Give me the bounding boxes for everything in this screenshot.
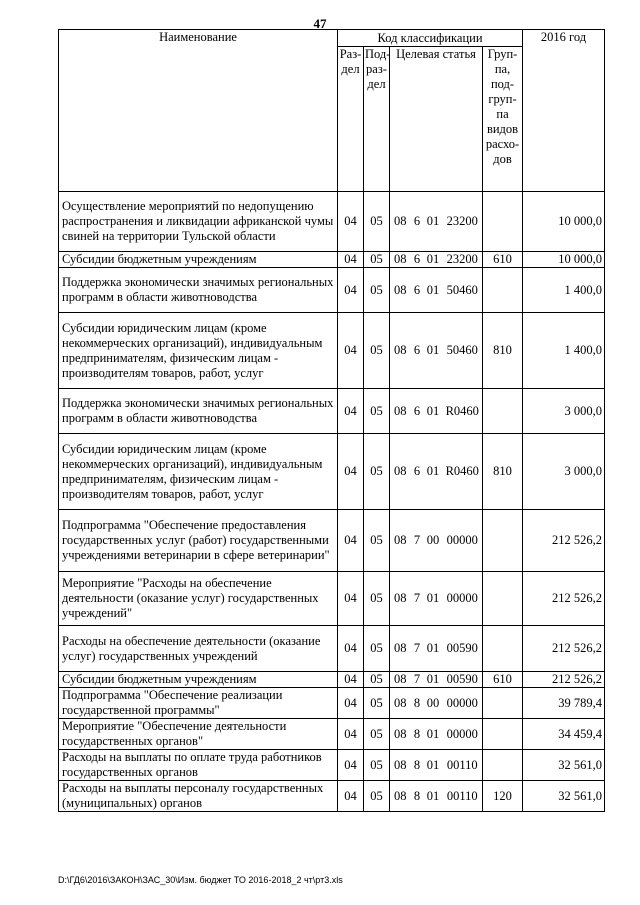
row-podrazdel: 05 [364, 688, 390, 719]
header-razdel: Раз-дел [338, 47, 364, 192]
row-amount: 212 526,2 [523, 672, 605, 688]
row-target-program: 08 [390, 750, 411, 781]
row-target-event: 01 [424, 672, 443, 688]
row-target-subprogram: 8 [411, 719, 424, 750]
row-amount: 212 526,2 [523, 510, 605, 572]
row-amount: 1 400,0 [523, 313, 605, 389]
row-target-subprogram: 7 [411, 510, 424, 572]
table-row [59, 719, 605, 750]
row-podrazdel: 05 [364, 572, 390, 626]
row-expense-group [483, 510, 523, 572]
row-target-event: 00 [424, 688, 443, 719]
row-target-event: 01 [424, 781, 443, 812]
row-target-program: 08 [390, 781, 411, 812]
row-target-event: 01 [424, 192, 443, 252]
header-name: Наименование [59, 30, 338, 192]
row-target-event: 01 [424, 434, 443, 510]
row-podrazdel: 05 [364, 510, 390, 572]
row-target-subprogram: 6 [411, 192, 424, 252]
row-amount: 1 400,0 [523, 268, 605, 313]
header-classification: Код классификации [338, 30, 523, 47]
row-name: Поддержка экономически значимых региональных программ в области животноводства [59, 389, 338, 434]
row-target-event: 01 [424, 252, 443, 268]
row-target-direction: 00590 [443, 626, 483, 672]
header-podrazdel: Под-раз-дел [364, 47, 390, 192]
row-razdel: 04 [338, 389, 364, 434]
row-target-direction: 00110 [443, 781, 483, 812]
row-name: Подпрограмма "Обеспечение реализации государственной программы" [59, 688, 338, 719]
table-row [59, 434, 605, 510]
row-target-subprogram: 6 [411, 252, 424, 268]
row-target-program: 08 [390, 626, 411, 672]
row-razdel: 04 [338, 750, 364, 781]
row-target-direction: 00000 [443, 688, 483, 719]
row-razdel: 04 [338, 572, 364, 626]
row-razdel: 04 [338, 626, 364, 672]
row-target-program: 08 [390, 572, 411, 626]
row-expense-group [483, 192, 523, 252]
row-amount: 39 789,4 [523, 688, 605, 719]
header-group: Груп-па, под-груп-па видов расхо-дов [483, 47, 523, 192]
row-target-event: 01 [424, 268, 443, 313]
row-razdel: 04 [338, 192, 364, 252]
row-target-program: 08 [390, 389, 411, 434]
row-podrazdel: 05 [364, 672, 390, 688]
row-target-subprogram: 8 [411, 688, 424, 719]
table-row [59, 688, 605, 719]
row-target-program: 08 [390, 719, 411, 750]
row-razdel: 04 [338, 268, 364, 313]
row-target-subprogram: 6 [411, 313, 424, 389]
row-target-event: 01 [424, 750, 443, 781]
row-expense-group [483, 626, 523, 672]
row-target-subprogram: 6 [411, 389, 424, 434]
table-row [59, 781, 605, 812]
row-target-subprogram: 6 [411, 268, 424, 313]
table-row [59, 672, 605, 688]
table-row [59, 626, 605, 672]
row-target-subprogram: 7 [411, 626, 424, 672]
row-podrazdel: 05 [364, 389, 390, 434]
row-expense-group [483, 268, 523, 313]
row-podrazdel: 05 [364, 781, 390, 812]
row-target-direction: 00110 [443, 750, 483, 781]
row-target-program: 08 [390, 688, 411, 719]
row-name: Субсидии юридическим лицам (кроме некоммерческих организаций), индивидуальным предпринимателям, физическим лицам - производителям товаров, работ, услуг [59, 434, 338, 510]
table-row [59, 389, 605, 434]
footer-file-path: D:\ГД6\2016\ЗАКОН\ЗАС_30\Изм. бюджет ТО 2016-2018_2 чт\рт3.xls [58, 875, 343, 885]
row-expense-group [483, 750, 523, 781]
row-target-subprogram: 6 [411, 434, 424, 510]
row-target-direction: R0460 [443, 434, 483, 510]
row-target-subprogram: 7 [411, 572, 424, 626]
row-expense-group: 810 [483, 434, 523, 510]
row-expense-group [483, 572, 523, 626]
row-name: Субсидии юридическим лицам (кроме некоммерческих организаций), индивидуальным предпринимателям, физическим лицам - производителям товаров, работ, услуг [59, 313, 338, 389]
row-razdel: 04 [338, 252, 364, 268]
row-amount: 212 526,2 [523, 572, 605, 626]
row-expense-group [483, 389, 523, 434]
row-name: Расходы на выплаты персоналу государственных (муниципальных) органов [59, 781, 338, 812]
row-razdel: 04 [338, 510, 364, 572]
row-name: Субсидии бюджетным учреждениям [59, 252, 338, 268]
row-target-program: 08 [390, 192, 411, 252]
row-amount: 10 000,0 [523, 192, 605, 252]
row-target-direction: 00000 [443, 510, 483, 572]
row-target-event: 01 [424, 572, 443, 626]
header-target: Целевая статья [390, 47, 483, 192]
row-name: Субсидии бюджетным учреждениям [59, 672, 338, 688]
row-amount: 3 000,0 [523, 389, 605, 434]
row-target-direction: 50460 [443, 313, 483, 389]
row-expense-group: 610 [483, 672, 523, 688]
row-podrazdel: 05 [364, 192, 390, 252]
row-target-direction: 00000 [443, 719, 483, 750]
row-podrazdel: 05 [364, 252, 390, 268]
row-podrazdel: 05 [364, 313, 390, 389]
row-target-direction: 00000 [443, 572, 483, 626]
row-target-direction: 50460 [443, 268, 483, 313]
row-razdel: 04 [338, 781, 364, 812]
row-target-event: 01 [424, 389, 443, 434]
row-podrazdel: 05 [364, 434, 390, 510]
row-target-program: 08 [390, 434, 411, 510]
row-razdel: 04 [338, 688, 364, 719]
row-name: Мероприятие "Расходы на обеспечение деятельности (оказание услуг) государственных учреждений" [59, 572, 338, 626]
row-target-direction: R0460 [443, 389, 483, 434]
table-row [59, 572, 605, 626]
row-name: Мероприятие "Обеспечение деятельности государственных органов" [59, 719, 338, 750]
row-target-program: 08 [390, 672, 411, 688]
row-target-direction: 23200 [443, 252, 483, 268]
row-name: Поддержка экономически значимых региональных программ в области животноводства [59, 268, 338, 313]
budget-table [58, 29, 605, 812]
row-amount: 10 000,0 [523, 252, 605, 268]
table-row [59, 750, 605, 781]
row-podrazdel: 05 [364, 268, 390, 313]
row-target-event: 01 [424, 719, 443, 750]
row-target-subprogram: 8 [411, 781, 424, 812]
row-amount: 32 561,0 [523, 750, 605, 781]
row-name: Расходы на обеспечение деятельности (оказание услуг) государственных учреждений [59, 626, 338, 672]
row-name: Осуществление мероприятий по недопущению распространения и ликвидации африканской чумы свиней на территории Тульской области [59, 192, 338, 252]
page-number: 47 [313, 16, 327, 31]
row-expense-group [483, 688, 523, 719]
table-row [59, 268, 605, 313]
row-target-event: 01 [424, 313, 443, 389]
row-podrazdel: 05 [364, 719, 390, 750]
row-podrazdel: 05 [364, 626, 390, 672]
row-expense-group [483, 719, 523, 750]
row-amount: 3 000,0 [523, 434, 605, 510]
table-row [59, 252, 605, 268]
row-podrazdel: 05 [364, 750, 390, 781]
row-name: Подпрограмма "Обеспечение предоставления государственных услуг (работ) государственными учреждениями ветеринарии в сфере ветеринарии" [59, 510, 338, 572]
row-expense-group: 120 [483, 781, 523, 812]
row-razdel: 04 [338, 719, 364, 750]
table-row [59, 313, 605, 389]
row-target-event: 01 [424, 626, 443, 672]
row-target-program: 08 [390, 313, 411, 389]
header-year: 2016 год [523, 30, 605, 192]
row-target-program: 08 [390, 510, 411, 572]
row-target-program: 08 [390, 268, 411, 313]
table-row [59, 510, 605, 572]
row-amount: 32 561,0 [523, 781, 605, 812]
row-expense-group: 610 [483, 252, 523, 268]
row-target-subprogram: 7 [411, 672, 424, 688]
row-amount: 212 526,2 [523, 626, 605, 672]
row-target-direction: 23200 [443, 192, 483, 252]
row-target-direction: 00590 [443, 672, 483, 688]
row-razdel: 04 [338, 313, 364, 389]
row-amount: 34 459,4 [523, 719, 605, 750]
table-row [59, 192, 605, 252]
row-razdel: 04 [338, 672, 364, 688]
row-target-event: 00 [424, 510, 443, 572]
row-expense-group: 810 [483, 313, 523, 389]
row-name: Расходы на выплаты по оплате труда работников государственных органов [59, 750, 338, 781]
row-target-subprogram: 8 [411, 750, 424, 781]
row-target-program: 08 [390, 252, 411, 268]
row-razdel: 04 [338, 434, 364, 510]
